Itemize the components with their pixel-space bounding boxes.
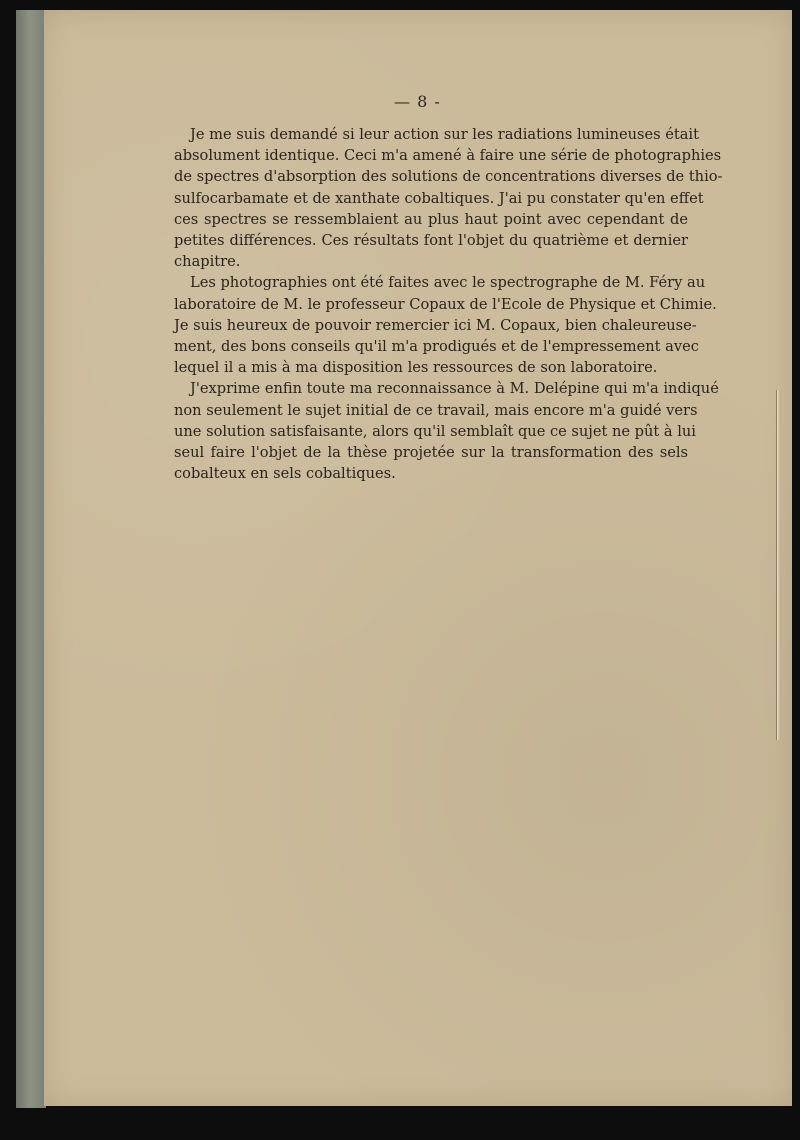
text-line: ces spectres se ressemblaient au plus haut point avec cependant de: [174, 210, 688, 228]
text-line: lequel il a mis à ma disposition les ressources de son laboratoire.: [174, 359, 658, 377]
book-spine: [16, 10, 46, 1108]
text-line: ment, des bons conseils qu'il m'a prodigués et de l'empressement avec: [174, 338, 699, 356]
text-line: absolument identique. Ceci m'a amené à faire une série de photographies: [174, 147, 722, 165]
paragraph-1: [174, 124, 723, 272]
text-line: Je suis heureux de pouvoir remercier ici M. Copaux, bien chaleureuse-: [174, 316, 697, 334]
text-line: J'exprime enfin toute ma reconnaissance à M. Delépine qui m'a indiqué: [190, 380, 719, 398]
page-number: — 8 -: [394, 92, 441, 111]
text-line: chapitre.: [174, 253, 241, 271]
text-line: Les photographies ont été faites avec le spectrographe de M. Féry au: [190, 274, 706, 292]
text-line: cobalteux en sels cobaltiques.: [174, 465, 396, 483]
text-line: une solution satisfaisante, alors qu'il semblaît que ce sujet ne pût à lui: [174, 422, 696, 440]
text-line: non seulement le sujet initial de ce travail, mais encore m'a guidé vers: [174, 401, 698, 419]
text-line: de spectres d'absorption des solutions de concentrations diverses de thio-: [174, 168, 723, 186]
text-line: Je me suis demandé si leur action sur les radiations lumineuses était: [190, 126, 699, 143]
body-text: [174, 124, 723, 484]
text-line: laboratoire de M. le professeur Copaux de l'Ecole de Physique et Chimie.: [174, 295, 717, 313]
text-line: petites différences. Ces résultats font l'objet du quatrième et dernier: [174, 232, 688, 250]
paragraph-3: [174, 378, 719, 484]
text-line: sulfocarbamate et de xanthate cobaltiques. J'ai pu constater qu'en effet: [174, 189, 704, 207]
page-edge: [776, 390, 781, 740]
paragraph-2: [174, 272, 717, 378]
text-line: seul faire l'objet de la thèse projetée sur la transformation des sels: [174, 444, 688, 462]
